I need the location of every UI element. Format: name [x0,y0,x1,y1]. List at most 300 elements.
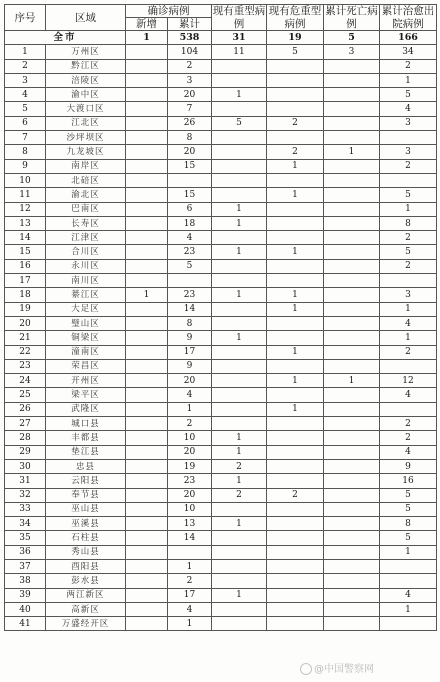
new-cases-cell [126,145,168,159]
table-row [5,245,437,259]
seq-cell: 27 [5,417,46,431]
district-cell: 北碚区 [46,173,126,187]
severe-cell [212,345,267,359]
seq-cell: 29 [5,445,46,459]
critical-cell [267,588,324,602]
recovered-cell: 16 [380,474,437,488]
deaths-cell [324,231,380,245]
critical-cell [267,459,324,473]
deaths-cell [324,574,380,588]
district-cell: 沙坪坝区 [46,131,126,145]
recovered-cell: 8 [380,517,437,531]
district-cell: 渝北区 [46,188,126,202]
severe-cell: 1 [212,216,267,230]
recovered-cell: 4 [380,102,437,116]
recovered-cell: 1 [380,73,437,87]
severe-cell [212,574,267,588]
new-cases-cell [126,388,168,402]
severe-cell [212,417,267,431]
table-row [5,188,437,202]
cumulative-cell: 8 [168,316,212,330]
new-cases-cell [126,231,168,245]
critical-cell [267,88,324,102]
table-row [5,116,437,130]
severe-cell [212,302,267,316]
critical-cell [267,331,324,345]
recovered-cell: 8 [380,216,437,230]
severe-cell [212,531,267,545]
watermark [300,660,374,675]
recovered-cell: 12 [380,374,437,388]
deaths-cell [324,188,380,202]
severe-cell [212,502,267,516]
critical-cell [267,517,324,531]
new-cases-cell [126,188,168,202]
seq-cell: 23 [5,359,46,373]
district-cell: 渝中区 [46,88,126,102]
deaths-cell [324,531,380,545]
cumulative-cell: 5 [168,259,212,273]
table-row [5,545,437,559]
cumulative-cell: 9 [168,331,212,345]
new-cases-cell [126,88,168,102]
seq-cell: 7 [5,131,46,145]
table-body [5,31,437,631]
deaths-cell [324,617,380,631]
seq-cell: 4 [5,88,46,102]
deaths-cell: 1 [324,374,380,388]
severe-cell [212,231,267,245]
deaths-cell [324,173,380,187]
severe-cell [212,316,267,330]
cumulative-cell: 23 [168,245,212,259]
seq-cell: 38 [5,574,46,588]
new-cases-cell [126,431,168,445]
table-row [5,574,437,588]
severe-cell [212,131,267,145]
critical-cell [267,445,324,459]
district-cell: 璧山区 [46,316,126,330]
district-cell: 铜梁区 [46,331,126,345]
table-row [5,459,437,473]
critical-cell: 1 [267,402,324,416]
seq-cell: 6 [5,116,46,130]
covid-stats-table [4,4,437,631]
new-cases-cell [126,131,168,145]
deaths-cell: 1 [324,145,380,159]
critical-cell [267,531,324,545]
table-row [5,202,437,216]
severe-cell [212,274,267,288]
cumulative-cell: 4 [168,602,212,616]
cumulative-cell: 1 [168,402,212,416]
deaths-cell [324,59,380,73]
recovered-cell [380,559,437,573]
cumulative-cell: 23 [168,288,212,302]
seq-cell: 24 [5,374,46,388]
cumulative-cell: 20 [168,488,212,502]
critical-cell [267,216,324,230]
header-district: 区域 [46,5,126,31]
new-cases-cell [126,617,168,631]
cumulative-cell: 23 [168,474,212,488]
seq-cell: 10 [5,173,46,187]
district-cell: 奉节县 [46,488,126,502]
severe-cell [212,188,267,202]
district-cell: 黔江区 [46,59,126,73]
deaths-cell [324,417,380,431]
district-cell: 九龙坡区 [46,145,126,159]
new-cases-cell [126,417,168,431]
table-row [5,102,437,116]
seq-cell: 15 [5,245,46,259]
district-cell: 梁平区 [46,388,126,402]
critical-cell [267,359,324,373]
cumulative-cell: 1 [168,559,212,573]
district-cell: 武隆区 [46,402,126,416]
recovered-cell: 1 [380,331,437,345]
table-row [5,345,437,359]
table-row [5,88,437,102]
recovered-cell: 3 [380,288,437,302]
recovered-cell: 2 [380,231,437,245]
new-cases-cell [126,502,168,516]
seq-cell: 1 [5,45,46,59]
severe-cell [212,259,267,273]
new-cases-cell [126,559,168,573]
table-row [5,417,437,431]
cumulative-cell [168,545,212,559]
seq-cell: 26 [5,402,46,416]
cumulative-cell: 26 [168,116,212,130]
total-severe: 31 [212,31,267,45]
severe-cell [212,374,267,388]
table-row [5,517,437,531]
cumulative-cell: 7 [168,102,212,116]
critical-cell [267,388,324,402]
critical-cell [267,202,324,216]
severe-cell [212,102,267,116]
recovered-cell: 5 [380,502,437,516]
table-row [5,131,437,145]
cumulative-cell: 2 [168,574,212,588]
header-new: 新增 [126,18,168,31]
district-cell: 南川区 [46,274,126,288]
critical-cell [267,73,324,87]
deaths-cell [324,131,380,145]
recovered-cell [380,402,437,416]
deaths-cell [324,431,380,445]
new-cases-cell [126,459,168,473]
new-cases-cell: 1 [126,288,168,302]
recovered-cell: 5 [380,88,437,102]
recovered-cell: 4 [380,445,437,459]
new-cases-cell [126,73,168,87]
critical-cell [267,231,324,245]
severe-cell [212,359,267,373]
new-cases-cell [126,302,168,316]
seq-cell: 12 [5,202,46,216]
district-cell: 丰都县 [46,431,126,445]
total-row [5,31,437,45]
table-row [5,302,437,316]
new-cases-cell [126,316,168,330]
severe-cell: 2 [212,459,267,473]
critical-cell [267,131,324,145]
new-cases-cell [126,445,168,459]
new-cases-cell [126,602,168,616]
total-critical: 19 [267,31,324,45]
cumulative-cell [168,173,212,187]
new-cases-cell [126,588,168,602]
table-row [5,488,437,502]
critical-cell [267,316,324,330]
deaths-cell: 3 [324,45,380,59]
deaths-cell [324,202,380,216]
district-cell: 巫山县 [46,502,126,516]
new-cases-cell [126,545,168,559]
critical-cell: 2 [267,488,324,502]
severe-cell: 1 [212,202,267,216]
seq-cell: 19 [5,302,46,316]
severe-cell [212,559,267,573]
district-cell: 彭水县 [46,574,126,588]
severe-cell: 1 [212,588,267,602]
cumulative-cell: 14 [168,531,212,545]
district-cell: 忠县 [46,459,126,473]
critical-cell: 1 [267,188,324,202]
deaths-cell [324,545,380,559]
recovered-cell: 5 [380,188,437,202]
table-row [5,231,437,245]
severe-cell: 1 [212,245,267,259]
deaths-cell [324,388,380,402]
header-confirmed-group: 确诊病例 [126,5,212,18]
header-deaths: 累计死亡病例 [325,5,378,30]
recovered-cell: 4 [380,316,437,330]
severe-cell [212,73,267,87]
seq-cell: 31 [5,474,46,488]
deaths-cell [324,402,380,416]
recovered-cell: 3 [380,116,437,130]
recovered-cell: 3 [380,145,437,159]
severe-cell [212,602,267,616]
deaths-cell [324,488,380,502]
district-cell: 合川区 [46,245,126,259]
severe-cell: 1 [212,517,267,531]
district-cell: 两江新区 [46,588,126,602]
seq-cell: 18 [5,288,46,302]
seq-cell: 34 [5,517,46,531]
critical-cell: 1 [267,159,324,173]
seq-cell: 28 [5,431,46,445]
critical-cell: 2 [267,116,324,130]
critical-cell [267,602,324,616]
cumulative-cell: 2 [168,59,212,73]
deaths-cell [324,259,380,273]
seq-cell: 17 [5,274,46,288]
recovered-cell: 1 [380,202,437,216]
critical-cell: 1 [267,288,324,302]
table-row [5,173,437,187]
deaths-cell [324,274,380,288]
recovered-cell: 5 [380,245,437,259]
district-cell: 万盛经开区 [46,617,126,631]
new-cases-cell [126,488,168,502]
total-recovered: 166 [380,31,437,45]
new-cases-cell [126,517,168,531]
critical-cell: 5 [267,45,324,59]
deaths-cell [324,102,380,116]
new-cases-cell [126,531,168,545]
table-row [5,431,437,445]
recovered-cell: 2 [380,59,437,73]
recovered-cell: 9 [380,459,437,473]
district-cell: 荣昌区 [46,359,126,373]
header-recovered: 累计治愈出院病例 [380,5,437,31]
severe-cell [212,545,267,559]
cumulative-cell: 17 [168,345,212,359]
cumulative-cell: 104 [168,45,212,59]
critical-cell [267,417,324,431]
deaths-cell [324,216,380,230]
severe-cell [212,388,267,402]
deaths-cell [324,302,380,316]
district-cell: 长寿区 [46,216,126,230]
total-label: 全市 [5,31,126,45]
cumulative-cell: 15 [168,188,212,202]
cumulative-cell: 17 [168,588,212,602]
table-row [5,145,437,159]
critical-cell: 2 [267,145,324,159]
recovered-cell: 34 [380,45,437,59]
seq-cell: 39 [5,588,46,602]
table-row [5,402,437,416]
district-cell: 石柱县 [46,531,126,545]
critical-cell [267,559,324,573]
seq-cell: 36 [5,545,46,559]
total-new: 1 [126,31,168,45]
deaths-cell [324,502,380,516]
district-cell: 綦江区 [46,288,126,302]
recovered-cell: 1 [380,602,437,616]
seq-cell: 21 [5,331,46,345]
total-cumulative: 538 [168,31,212,45]
cumulative-cell: 4 [168,231,212,245]
new-cases-cell [126,574,168,588]
header-critical: 现有危重型病例 [267,5,324,31]
new-cases-cell [126,402,168,416]
seq-cell: 5 [5,102,46,116]
seq-cell: 22 [5,345,46,359]
critical-cell [267,502,324,516]
critical-cell: 1 [267,302,324,316]
table-row [5,316,437,330]
severe-cell [212,173,267,187]
recovered-cell [380,274,437,288]
total-deaths: 5 [324,31,380,45]
table-row [5,559,437,573]
new-cases-cell [126,202,168,216]
critical-cell [267,545,324,559]
new-cases-cell [126,359,168,373]
table-header [5,5,437,31]
cumulative-cell: 20 [168,445,212,459]
weibo-logo-icon [300,663,312,675]
cumulative-cell: 8 [168,131,212,145]
district-cell: 开州区 [46,374,126,388]
district-cell: 南岸区 [46,159,126,173]
critical-cell [267,173,324,187]
new-cases-cell [126,116,168,130]
critical-cell [267,274,324,288]
critical-cell [267,431,324,445]
deaths-cell [324,73,380,87]
deaths-cell [324,316,380,330]
seq-cell: 35 [5,531,46,545]
new-cases-cell [126,474,168,488]
table-row [5,588,437,602]
seq-cell: 2 [5,59,46,73]
recovered-cell: 2 [380,259,437,273]
severe-cell: 5 [212,116,267,130]
seq-cell: 16 [5,259,46,273]
district-cell: 云阳县 [46,474,126,488]
table-row [5,445,437,459]
recovered-cell [380,617,437,631]
table-row [5,216,437,230]
recovered-cell: 5 [380,531,437,545]
cumulative-cell: 2 [168,417,212,431]
table-row [5,374,437,388]
critical-cell: 1 [267,345,324,359]
new-cases-cell [126,173,168,187]
seq-cell: 11 [5,188,46,202]
deaths-cell [324,88,380,102]
severe-cell: 11 [212,45,267,59]
recovered-cell: 1 [380,545,437,559]
district-cell: 万州区 [46,45,126,59]
cumulative-cell: 9 [168,359,212,373]
district-cell: 秀山县 [46,545,126,559]
district-cell: 永川区 [46,259,126,273]
seq-cell: 40 [5,602,46,616]
recovered-cell: 2 [380,159,437,173]
severe-cell: 1 [212,331,267,345]
recovered-cell: 1 [380,302,437,316]
table-row [5,331,437,345]
recovered-cell: 2 [380,417,437,431]
district-cell: 江津区 [46,231,126,245]
critical-cell [267,259,324,273]
cumulative-cell: 18 [168,216,212,230]
new-cases-cell [126,259,168,273]
cumulative-cell: 13 [168,517,212,531]
cumulative-cell: 10 [168,502,212,516]
cumulative-cell: 15 [168,159,212,173]
table-row [5,45,437,59]
district-cell: 高新区 [46,602,126,616]
district-cell: 城口县 [46,417,126,431]
table-row [5,59,437,73]
seq-cell: 9 [5,159,46,173]
cumulative-cell: 20 [168,145,212,159]
severe-cell [212,145,267,159]
critical-cell [267,59,324,73]
seq-cell: 20 [5,316,46,330]
header-seq: 序号 [5,5,46,31]
recovered-cell [380,173,437,187]
